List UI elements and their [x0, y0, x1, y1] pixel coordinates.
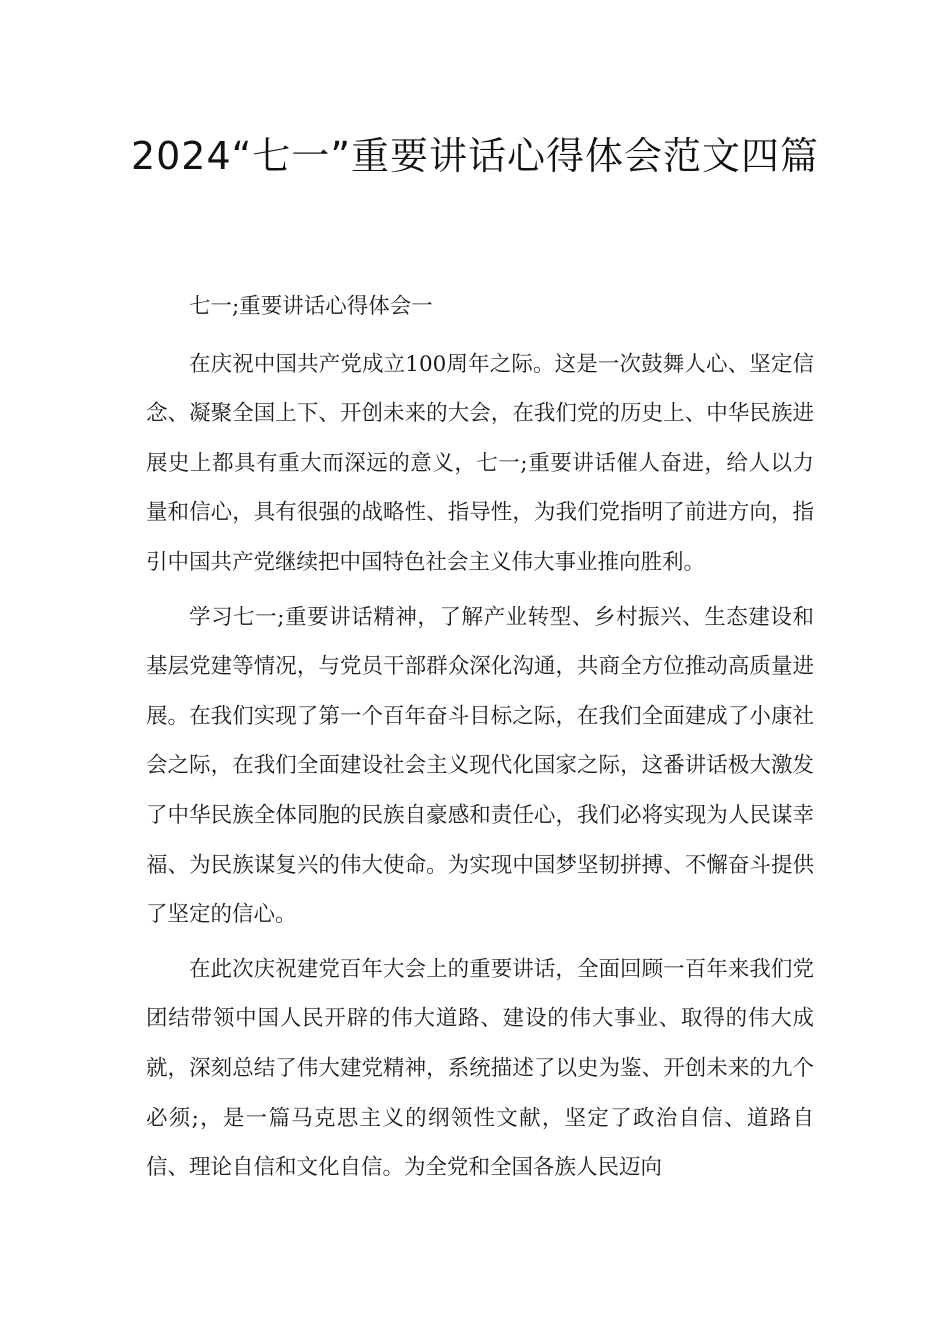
document-body — [146, 282, 814, 1198]
paragraph-3: 在此次庆祝建党百年大会上的重要讲话，全面回顾一百年来我们党团结带领中国人民开辟的伟大道路、建设的伟大事业、取得的伟大成就，深刻总结了伟大建党精神，系统描述了以史为鉴、开创未来的九个必须;，是一篇马克思主义的纲领性文献，坚定了政治自信、道路自信、理论自信和文化自信。为全党和全国各族人民迈向 — [146, 956, 814, 1181]
section-heading: 七一;重要讲话心得体会一 — [189, 294, 433, 319]
document-title: 2024“七一”重要讲话心得体会范文四篇 — [130, 134, 820, 178]
paragraph-2: 学习七一;重要讲话精神，了解产业转型、乡村振兴、生态建设和基层党建等情况，与党员干部群众深化沟通，共商全方位推动高质量进展。在我们实现了第一个百年奋斗目标之际，在我们全面建成了小康社会之际，在我们全面建设社会主义现代化国家之际，这番讲话极大激发了中华民族全体同胞的民族自豪感和责任心，我们必将实现为人民谋幸福、为民族谋复兴的伟大使命。为实现中国梦坚韧拼搏、不懈奋斗提供了坚定的信心。 — [146, 604, 814, 928]
paragraph-1: 在庆祝中国共产党成立100周年之际。这是一次鼓舞人心、坚定信念、凝聚全国上下、开创未来的大会，在我们党的历史上、中华民族进展史上都具有重大而深远的意义，七一;重要讲话催人奋进，给人以力量和信心，具有很强的战略性、指导性，为我们党指明了前进方向，指引中国共产党继续把中国特色社会主义伟大事业推向胜利。 — [146, 351, 814, 575]
